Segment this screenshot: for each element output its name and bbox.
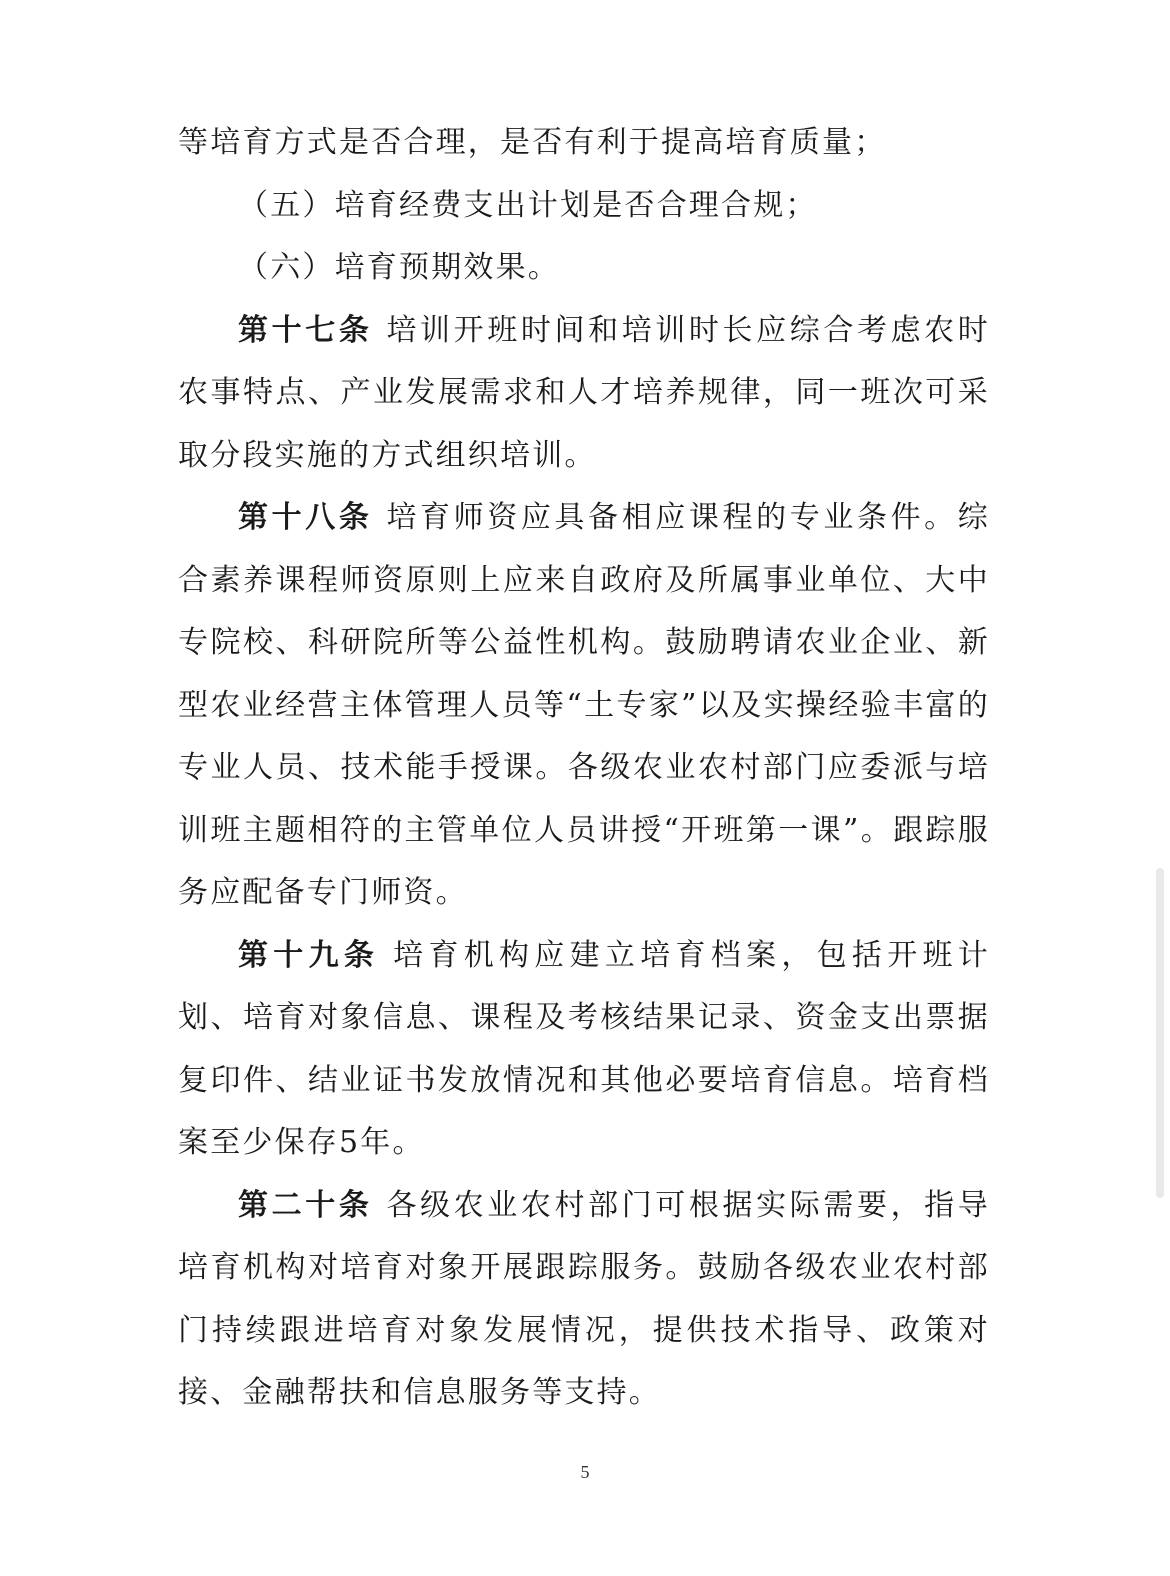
paragraph-continuation: [178, 112, 990, 175]
article-title: 第十九条: [238, 937, 380, 973]
article-text: 培训开班时间和培训时长应综合考虑农时农事特点、产业发展需求和人才培养规律，同一班次可采取分段实施的方式组织培训。: [178, 312, 990, 473]
scrollbar-thumb[interactable]: [1156, 868, 1164, 1198]
paragraph-text: （六）培育预期效果。: [238, 250, 560, 285]
paragraph-text: （五）培育经费支出计划是否合理合规；: [238, 187, 818, 223]
article-17: [178, 300, 990, 488]
page-number: 5: [580, 1462, 590, 1482]
article-title: 第十七条: [238, 312, 373, 348]
article-text: 培育师资应具备相应课程的专业条件。综合素养课程师资原则上应来自政府及所属事业单位、大中专院校、科研院所等公益性机构。鼓励聘请农业企业、新型农业经营主体管理人员等“土专家”以及实操经验丰富的专业人员、技术能手授课。各级农业农村部门应委派与培训班主题相符的主管单位人员讲授“开班第一课”。跟踪服务应配备专门师资。: [178, 500, 990, 910]
article-19: [178, 925, 990, 1175]
paragraph-text: 等培育方式是否合理，是否有利于提高培育质量；: [178, 125, 887, 160]
article-text: 各级农业农村部门可根据实际需要，指导培育机构对培育对象开展跟踪服务。鼓励各级农业农村部门持续跟进培育对象发展情况，提供技术指导、政策对接、金融帮扶和信息服务等支持。: [178, 1187, 990, 1410]
paragraph-item-5: [178, 175, 990, 238]
paragraph-item-6: [178, 237, 990, 300]
article-title: 第十八条: [238, 500, 373, 535]
article-18: [178, 487, 990, 925]
article-title: 第二十条: [238, 1187, 373, 1223]
article-20: [178, 1175, 990, 1425]
document-body: [178, 112, 990, 1425]
article-text: 培育机构应建立培育档案，包括开班计划、培育对象信息、课程及考核结果记录、资金支出票据复印件、结业证书发放情况和其他必要培育信息。培育档案至少保存5年。: [178, 937, 990, 1160]
